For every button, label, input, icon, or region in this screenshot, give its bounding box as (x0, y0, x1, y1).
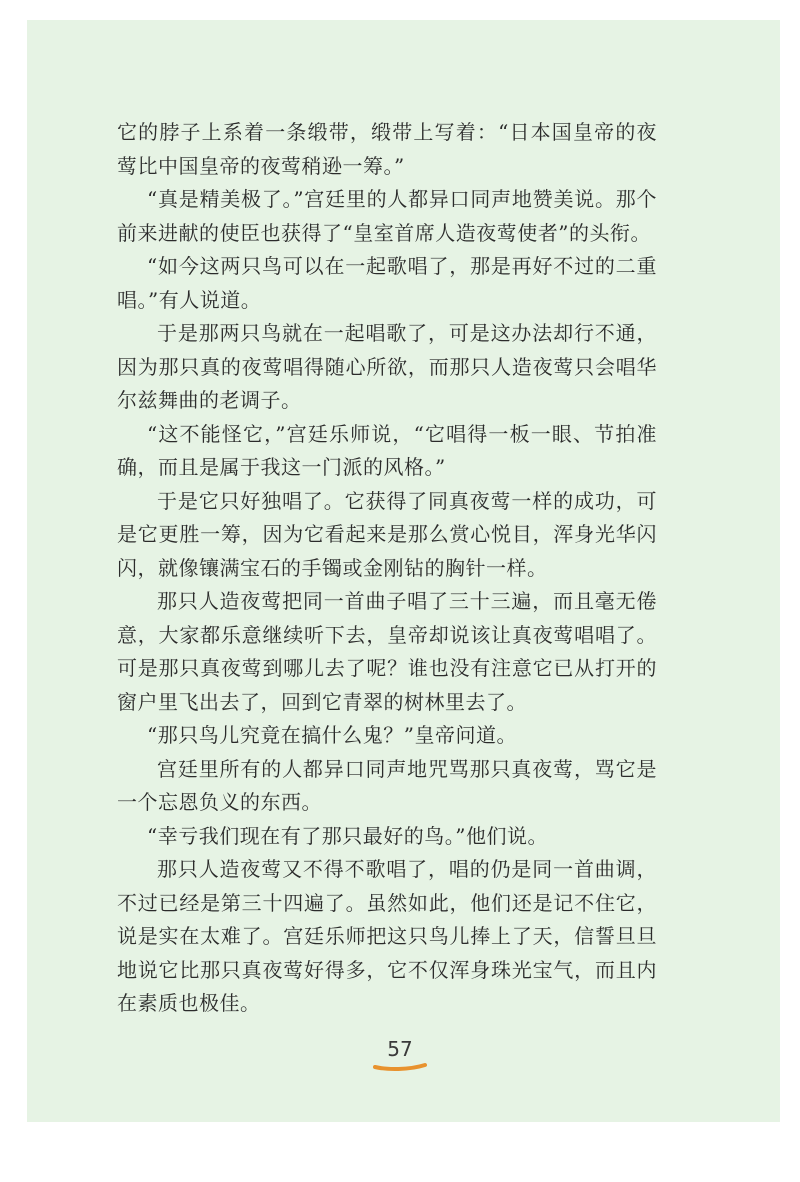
paragraph-3: “如今这两只鸟可以在一起歌唱了，那是再好不过的二重唱。”有人说道。 (117, 254, 657, 312)
paragraph-1: 它的脖子上系着一条缎带，缎带上写着：“日本国皇帝的夜莺比中国皇帝的夜莺稍逊一筹。” (117, 120, 657, 178)
story-text (117, 116, 657, 1021)
paragraph-4: 于是那两只鸟就在一起唱歌了，可是这办法却行不通，因为那只真的夜莺唱得随心所欲，而那只人造夜莺只会唱华尔兹舞曲的老调子。 (117, 321, 657, 412)
paragraph-9: 宫廷里所有的人都异口同声地咒骂那只真夜莺，骂它是一个忘恩负义的东西。 (117, 756, 657, 814)
paragraph-8: “那只鸟儿究竟在搞什么鬼？”皇帝问道。 (147, 723, 517, 747)
page-number: 57 (387, 1037, 413, 1061)
paragraph-2: “真是精美极了。”宫廷里的人都异口同声地赞美说。那个前来进献的使臣也获得了“皇室首席人造夜莺使者”的头衔。 (117, 187, 657, 245)
paragraph-11: 那只人造夜莺又不得不歌唱了，唱的仍是同一首曲调，不过已经是第三十四遍了。虽然如此，他们还是记不住它，说是实在太难了。宫廷乐师把这只鸟儿捧上了天，信誓旦旦地说它比那只真夜莺好得多，它不仅浑身珠光宝气，而且内在素质也极佳。 (117, 857, 657, 1015)
paragraph-5: “这不能怪它，”宫廷乐师说，“它唱得一板一眼、节拍准确，而且是属于我这一门派的风格。” (117, 421, 657, 479)
page-number-underline (373, 1061, 427, 1073)
paragraph-10: “幸亏我们现在有了那只最好的鸟。”他们说。 (147, 823, 548, 848)
paragraph-7: 那只人造夜莺把同一首曲子唱了三十三遍，而且毫无倦意，大家都乐意继续听下去，皇帝却说该让真夜莺唱唱了。可是那只真夜莺到哪儿去了呢？谁也没有注意它已从打开的窗户里飞出去了，回到它青翠的树林里去了。 (117, 589, 657, 714)
paragraph-6: 于是它只好独唱了。它获得了同真夜莺一样的成功，可是它更胜一筹，因为它看起来是那么赏心悦目，浑身光华闪闪，就像镶满宝石的手镯或金刚钻的胸针一样。 (117, 488, 657, 580)
